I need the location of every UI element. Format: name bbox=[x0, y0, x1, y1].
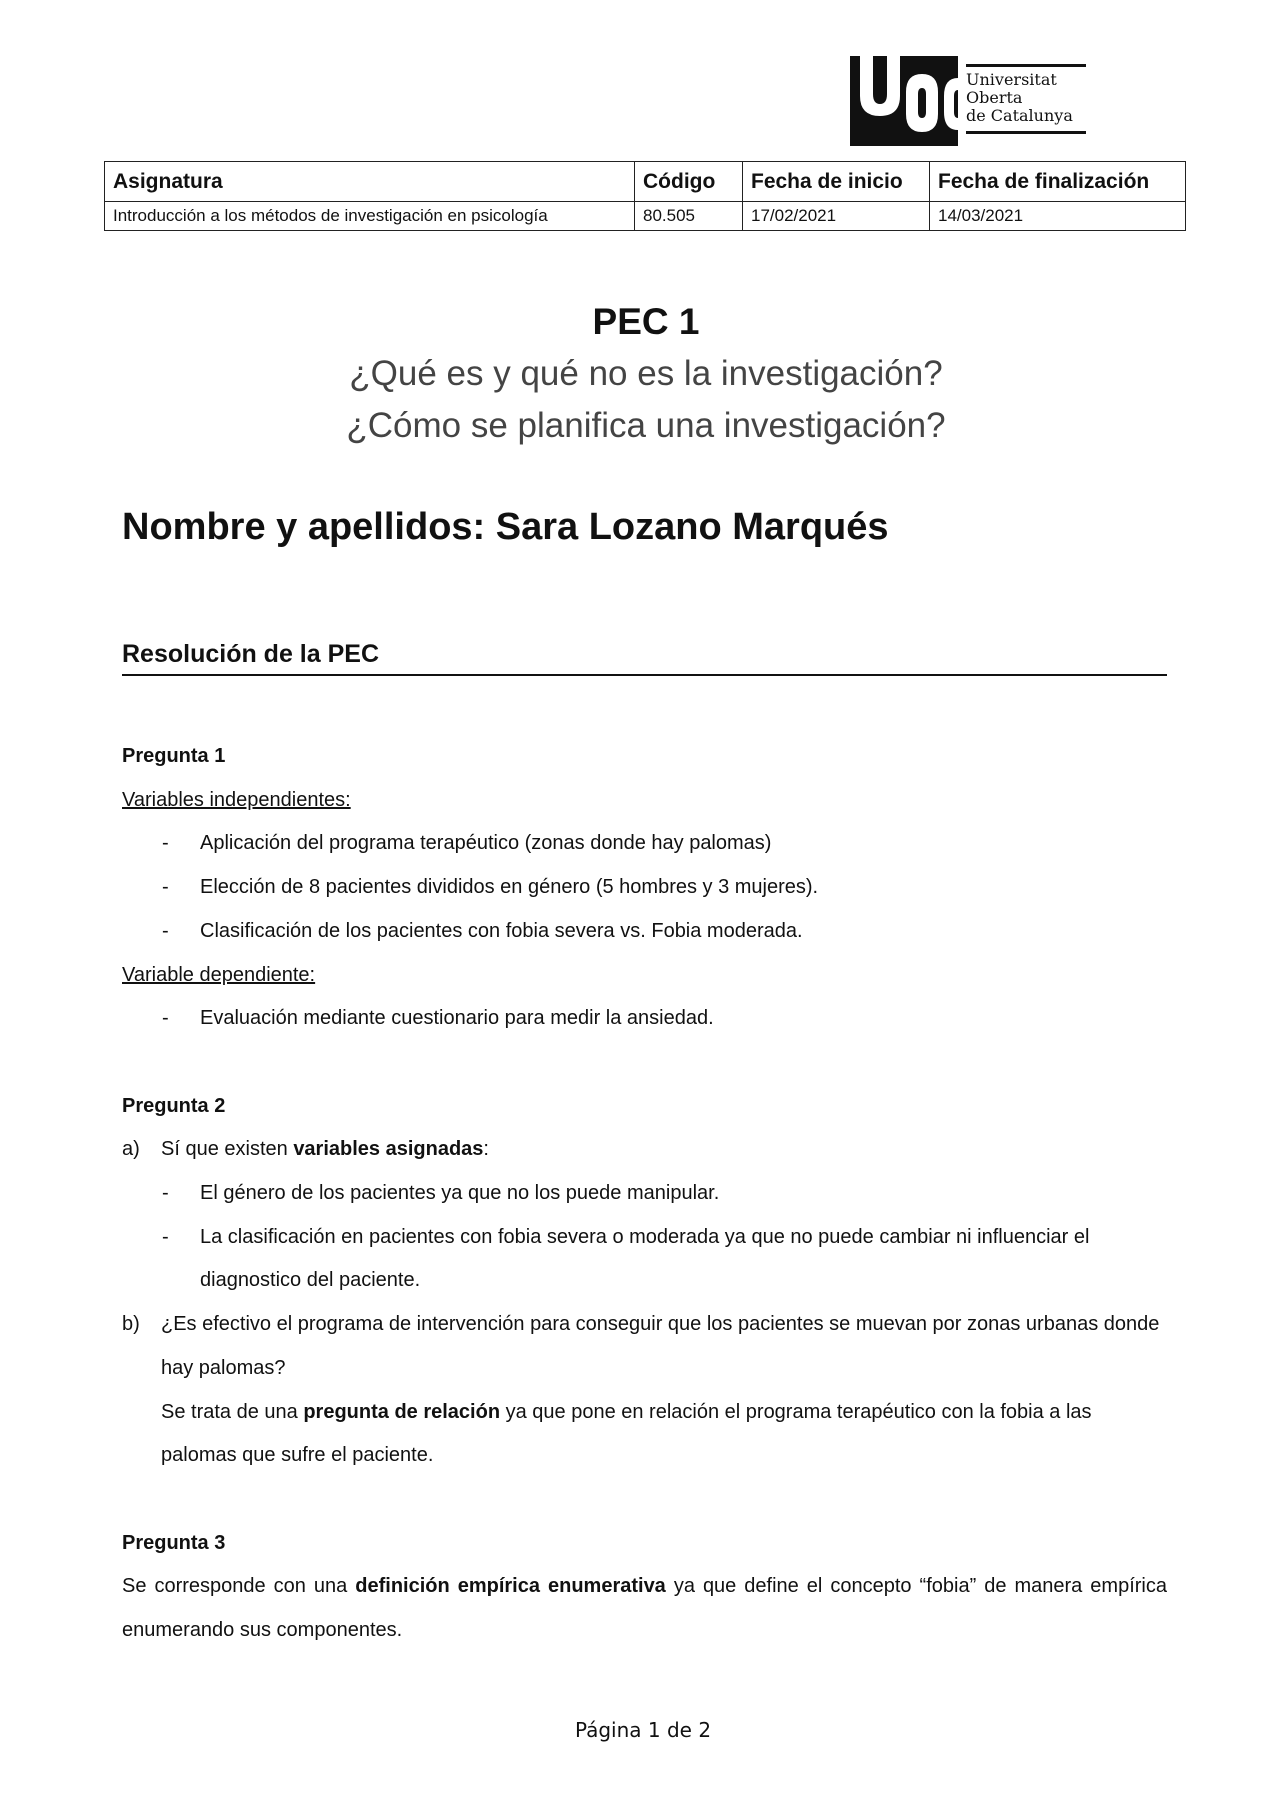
answer-a-text: Sí que existen bbox=[161, 1138, 294, 1161]
dash-bullet: - bbox=[162, 919, 169, 942]
list-item bbox=[122, 997, 1167, 1041]
answer-3-bold: definición empírica enumerativa bbox=[355, 1575, 666, 1598]
list-item-text: Elección de 8 pacientes divididos en género (5 hombres y 3 mujeres). bbox=[200, 876, 819, 899]
answer-3-text-end: ya que define el concepto “fobia” de manera empírica enumerando sus componentes. bbox=[122, 1575, 1167, 1642]
page-number: Página 1 de 2 bbox=[574, 1718, 712, 1742]
cell-codigo: 80.505 bbox=[635, 202, 743, 231]
uoc-logo-mark bbox=[850, 56, 958, 146]
dash-bullet: - bbox=[162, 876, 169, 899]
answer-b bbox=[122, 1303, 1167, 1390]
answer-b-question: ¿Es efectivo el programa de intervención para conseguir que los pacientes se muevan por zonas urbanas donde hay palomas? bbox=[161, 1313, 1160, 1379]
cell-asignatura: Introducción a los métodos de investigación en psicología bbox=[105, 202, 635, 231]
uoc-logo-wordmark bbox=[966, 64, 1086, 134]
answer-b-explanation bbox=[122, 1391, 1167, 1478]
section-title: Resolución de la PEC bbox=[122, 640, 1167, 676]
dash-bullet: - bbox=[162, 1225, 169, 1248]
answer-b-bold: pregunta de relación bbox=[303, 1400, 501, 1423]
header-codigo: Código bbox=[635, 162, 743, 202]
answer-3 bbox=[122, 1565, 1167, 1652]
answer-a-bold: variables asignadas bbox=[293, 1138, 484, 1161]
answer-a bbox=[122, 1128, 1167, 1172]
answer-3-text: Se corresponde con una bbox=[122, 1575, 356, 1598]
list-item-text: Aplicación del programa terapéutico (zonas donde hay palomas) bbox=[200, 832, 772, 855]
independent-variables-label: Variables independientes: bbox=[122, 788, 351, 811]
list-item-text: La clasificación en pacientes con fobia severa o moderada ya que no puede cambiar ni influenciar el diagnostico del paciente. bbox=[200, 1225, 1090, 1292]
list-item bbox=[122, 866, 1167, 910]
list-item-text: Evaluación mediante cuestionario para medir la ansiedad. bbox=[200, 1007, 714, 1030]
cell-fecha-inicio: 17/02/2021 bbox=[743, 202, 930, 231]
title-block bbox=[0, 296, 1280, 452]
question-3-heading: Pregunta 3 bbox=[122, 1531, 226, 1554]
list-item bbox=[122, 1216, 1167, 1303]
answer-b-text: Se trata de una bbox=[161, 1400, 304, 1423]
answer-b-text-end: ya que pone en relación el programa terapéutico con la fobia a las palomas que sufre el paciente. bbox=[161, 1400, 1092, 1467]
letter-a: a) bbox=[122, 1138, 140, 1161]
dash-bullet: - bbox=[162, 1182, 169, 1205]
page-title: PEC 1 bbox=[592, 301, 700, 342]
list-item bbox=[122, 822, 1167, 866]
logo-line-3: de Catalunya bbox=[966, 106, 1073, 125]
list-item-text: Clasificación de los pacientes con fobia severa vs. Fobia moderada. bbox=[200, 919, 803, 942]
header-fecha-finalizacion: Fecha de finalización bbox=[930, 162, 1186, 202]
list-item bbox=[122, 1172, 1167, 1216]
dash-bullet: - bbox=[162, 1007, 169, 1030]
spacer bbox=[122, 1478, 1167, 1522]
question-2-heading: Pregunta 2 bbox=[122, 1094, 226, 1117]
student-name: Nombre y apellidos: Sara Lozano Marqués bbox=[122, 506, 889, 548]
dash-bullet: - bbox=[162, 832, 169, 855]
dependent-variable-label: Variable dependiente: bbox=[122, 963, 316, 986]
uoc-logo bbox=[850, 56, 1086, 146]
answer-a-colon: : bbox=[483, 1138, 489, 1161]
header-asignatura: Asignatura bbox=[105, 162, 635, 202]
logo-line-1: Universitat bbox=[966, 70, 1057, 89]
subtitle-1: ¿Qué es y qué no es la investigación? bbox=[349, 354, 943, 393]
course-info-table bbox=[104, 161, 1186, 231]
subtitle-2: ¿Cómo se planifica una investigación? bbox=[346, 406, 946, 445]
letter-b: b) bbox=[122, 1313, 140, 1336]
table-header-row bbox=[105, 162, 1186, 202]
table-row bbox=[105, 202, 1186, 231]
cell-fecha-finalizacion: 14/03/2021 bbox=[930, 202, 1186, 231]
logo-line-2: Oberta bbox=[966, 88, 1023, 107]
list-item-text: El género de los pacientes ya que no los puede manipular. bbox=[200, 1182, 720, 1205]
pec-content bbox=[122, 735, 1167, 1653]
list-item bbox=[122, 910, 1167, 954]
spacer bbox=[122, 1041, 1167, 1085]
question-1-heading: Pregunta 1 bbox=[122, 745, 226, 767]
header-fecha-inicio: Fecha de inicio bbox=[743, 162, 930, 202]
